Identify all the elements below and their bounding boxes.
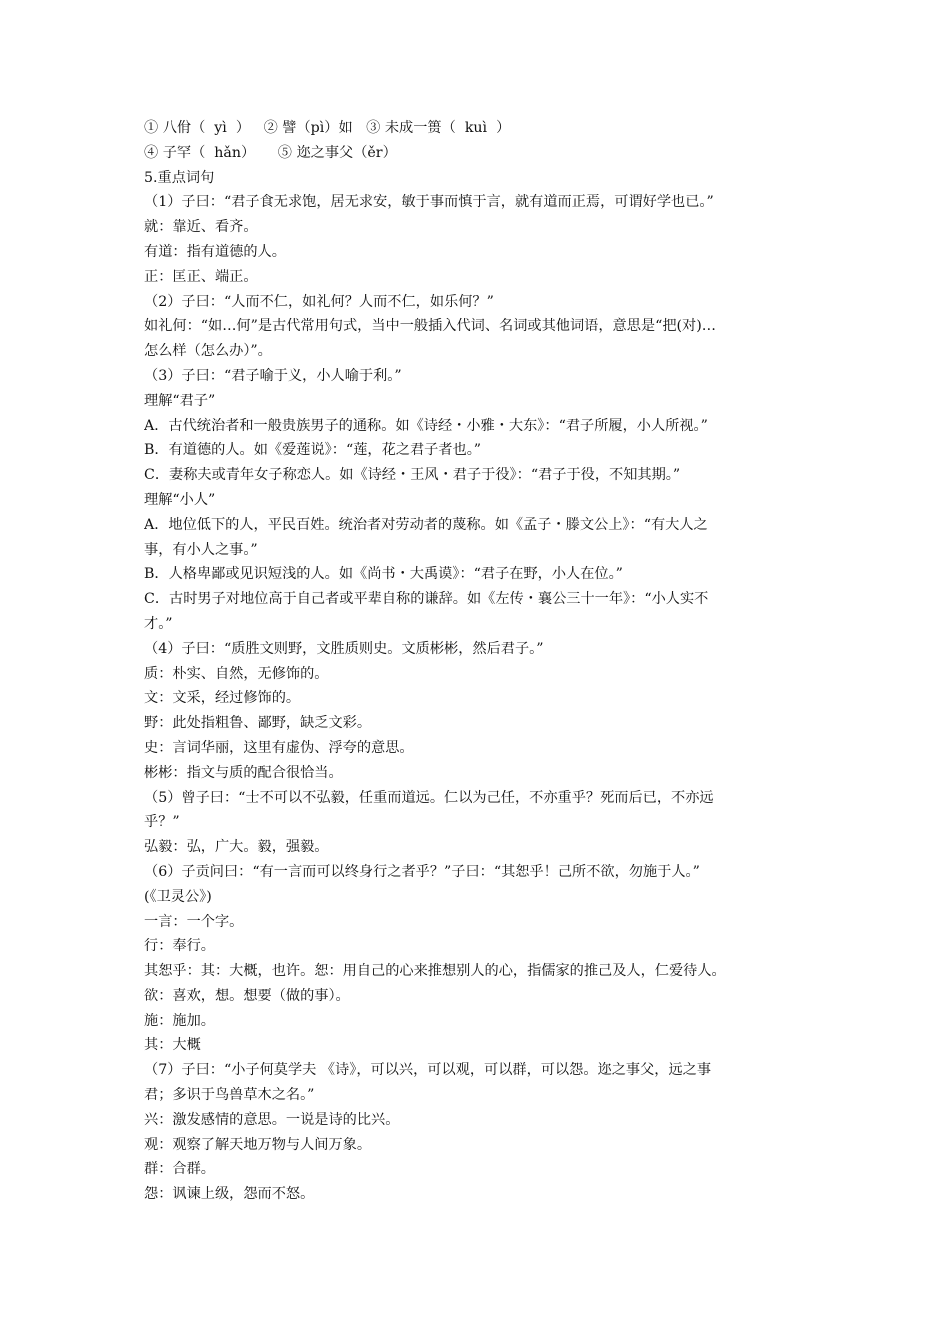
text-line-17: A．地位低下的人，平民百姓。统治者对劳动者的蔑称。如《孟子・滕文公上》：“有大人之 (144, 516, 708, 533)
text-line-5: 就：靠近、看齐。 (144, 219, 258, 236)
text-line-44: 怨：讽谏上级，怨而不怒。 (144, 1186, 315, 1203)
text-line-13: A．古代统治者和一般贵族男子的通称。如《诗经・小雅・大东》：“君子所履，小人所视。” (144, 417, 708, 434)
text-line-19: B．人格卑鄙或见识短浅的人。如《尚书・大禹谟》：“君子在野，小人在位。” (144, 566, 623, 583)
text-line-28: （5）曾子曰：“士不可以不弘毅，任重而道远。仁以为己任，不亦重乎？死而后已，不亦远 (144, 789, 714, 806)
text-line-42: 观：观察了解天地万物与人间万象。 (144, 1136, 372, 1153)
text-line-11: （3）子曰：“君子喻于义，小人喻于利。” (144, 367, 402, 384)
text-line-4: （1）子曰：“君子食无求饱，居无求安，敏于事而慎于言，就有道而正焉，可谓好学也已。” (144, 194, 714, 211)
text-line-38: 其：大概 (144, 1037, 201, 1054)
text-line-37: 施：施加。 (144, 1012, 215, 1029)
text-line-26: 史：言词华丽，这里有虚伪、浮夸的意思。 (144, 739, 414, 756)
text-line-23: 质：朴实、自然，无修饰的。 (144, 665, 329, 682)
text-line-35: 其恕乎：其：大概，也许。恕：用自己的心来推想别人的心，指儒家的推己及人，仁爱待人。 (144, 963, 726, 980)
text-line-39: （7）子曰：“小子何莫学夫 《诗》，可以兴，可以观，可以群，可以怨。迩之事父，远之事 (144, 1062, 712, 1079)
text-line-16: 理解“小人” (144, 491, 216, 508)
text-line-18: 事，有小人之事。” (144, 541, 258, 558)
text-line-21: 才。” (144, 615, 173, 632)
text-line-27: 彬彬：指文与质的配合很恰当。 (144, 764, 343, 781)
section-heading: 5.重点词句 (144, 169, 215, 186)
text-line-20: C．古时男子对地位高于自己者或平辈自称的谦辞。如《左传・襄公三十一年》：“小人实不 (144, 591, 709, 608)
text-line-33: 一言：一个字。 (144, 913, 244, 930)
text-line-6: 有道：指有道德的人。 (144, 243, 286, 260)
text-line-22: （4）子曰：“质胜文则野，文胜质则史。文质彬彬，然后君子。” (144, 640, 544, 657)
text-line-1: ① 八佾（ yì ） ② 譬（pì）如 ③ 未成一篑（ kuì ） (144, 120, 511, 136)
text-line-9: 如礼何：“如…何”是古代常用句式，当中一般插入代词、名词或其他词语，意思是“把(对)… (144, 318, 716, 335)
text-line-36: 欲：喜欢，想。想要（做的事）。 (144, 987, 350, 1004)
text-line-8: （2）子曰：“人而不仁，如礼何？人而不仁，如乐何？” (144, 293, 494, 310)
text-line-32: (《卫灵公》) (144, 888, 212, 905)
text-line-41: 兴：激发感情的意思。一说是诗的比兴。 (144, 1111, 400, 1128)
text-line-7: 正：匡正、端正。 (144, 268, 258, 285)
text-line-12: 理解“君子” (144, 392, 216, 409)
text-line-15: C．妻称夫或青年女子称恋人。如《诗经・王风・君子于役》：“君子于役，不知其期。” (144, 467, 681, 484)
document-page (144, 116, 814, 1207)
text-line-14: B．有道德的人。如《爱莲说》：“莲，花之君子者也。” (144, 442, 482, 459)
text-line-24: 文：文采，经过修饰的。 (144, 690, 301, 707)
text-line-40: 君；多识于鸟兽草木之名。” (144, 1087, 315, 1104)
text-line-31: （6）子贡问曰：“有一言而可以终身行之者乎？”子曰：“其恕乎！己所不欲，勿施于人。” (144, 863, 700, 880)
text-line-25: 野：此处指粗鲁、鄙野，缺乏文彩。 (144, 715, 372, 732)
text-line-34: 行：奉行。 (144, 938, 215, 955)
text-line-10: 怎么样（怎么办）”。 (144, 343, 272, 360)
text-line-30: 弘毅：弘，广大。毅，强毅。 (144, 839, 329, 856)
text-line-43: 群：合群。 (144, 1161, 215, 1178)
text-line-29: 乎？” (144, 814, 180, 831)
text-line-2: ④ 子罕（ hǎn） ⑤ 迩之事父（ěr） (144, 144, 397, 161)
